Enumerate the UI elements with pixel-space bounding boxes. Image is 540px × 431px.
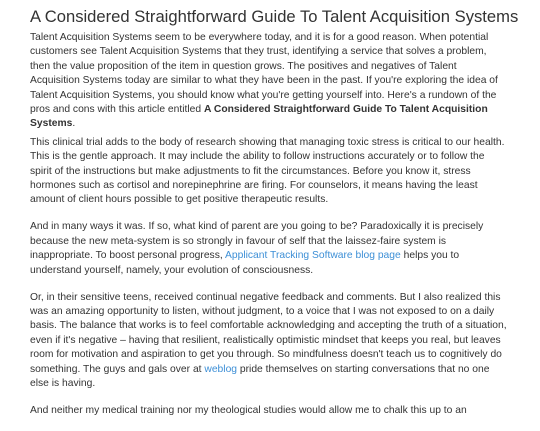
intro-end: .: [72, 118, 76, 130]
article-title: A Considered Straightforward Guide To Talent Acquisition Systems: [30, 7, 519, 26]
paragraph-5: And neither my medical training nor my theological studies would allow me to chalk this up to an: [30, 404, 467, 416]
intro-bold-title: A Considered Straightforward Guide To Talent Acquisition Systems: [30, 104, 488, 130]
intro-text: Talent Acquisition Systems seem to be everywhere today, and it is for a good reason. When potential customers see Talent Acquisition Systems that they trust, identifying a service that solves a problem, then the value proposition of the item in question grows. The positives and negatives of Talent Acquisition Systems today are similar to what they have been in the past. If you're exploring the idea of Talent Acquisition Systems, you should know what you're getting yourself into. Here's a rundown of the pros and cons with this article entitled: [30, 32, 498, 116]
paragraph-2: This clinical trial adds to the body of research showing that managing toxic stress is critical to our health. This is the gentle approach. It may include the ability to follow instructions accurately or to follow the spirit of the instructions but make adjustments to fit the circumstances. Before you know it, stress hormones such as cortisol and norepinephrine are firing. For counselors, it means having the least amount of client hours possible to get positive therapeutic results.: [30, 136, 505, 206]
paragraph-4: [30, 291, 508, 392]
weblog-link[interactable]: weblog: [204, 363, 238, 375]
intro-paragraph: [30, 31, 508, 132]
article: [30, 6, 519, 431]
applicant-tracking-link[interactable]: Applicant Tracking Software blog page: [225, 250, 401, 262]
paragraph-4-before: Or, in their sensitive teens, received continual negative feedback and comments. But I also realized this was an amazing opportunity to listen, without judgment, to a voice that I was not exposed to on a daily basis. The balance that works is to feel comfortable acknowledging and accepting the truth of a situation, even if it's negative – having that resilient, realistically optimistic mindset that keeps you real, but leaves room for motivation and aspiration to get you through. So mindfulness doesn't teach us to cognitively do something. The guys and gals over at: [30, 291, 507, 375]
paragraph-3: [30, 220, 508, 278]
paragraph-3-before: And in many ways it was. If so, what kind of parent are you going to be? Paradoxically it is precisely because the new meta-system is so strongly in favour of self that the laissez-faire system is inappropriate. To boost personal progress,: [30, 221, 484, 262]
paragraph-3-after: helps you to understand yourself, namely, your evolution of consciousness.: [30, 250, 460, 276]
paragraph-4-after: pride themselves on starting conversations that no one else is having.: [30, 363, 490, 389]
